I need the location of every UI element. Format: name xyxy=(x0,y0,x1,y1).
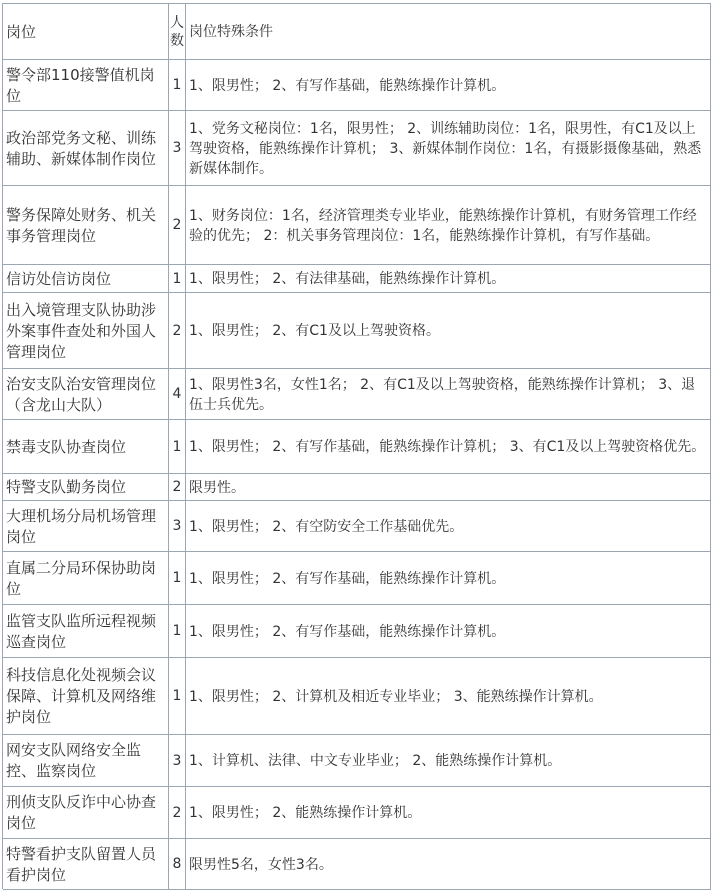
cell-position: 出入境管理支队协助涉外案事件查处和外国人管理岗位 xyxy=(3,293,169,369)
cell-conditions: 1、计算机、法律、中文专业毕业； 2、能熟练操作计算机。 xyxy=(186,735,711,787)
cell-conditions: 限男性5名，女性3名。 xyxy=(186,839,711,890)
cell-position: 刑侦支队反诈中心协查岗位 xyxy=(3,787,169,839)
cell-conditions: 1、限男性； 2、计算机及相近专业毕业； 3、能熟练操作计算机。 xyxy=(186,658,711,735)
cell-count: 1 xyxy=(169,605,186,658)
cell-count: 3 xyxy=(169,501,186,552)
table-row xyxy=(3,420,711,474)
table-row xyxy=(3,735,711,787)
cell-position: 警令部110接警值机岗位 xyxy=(3,60,169,111)
cell-position: 科技信息化处视频会议保障、计算机及网络维护岗位 xyxy=(3,658,169,735)
cell-conditions: 1、限男性； 2、有写作基础，能熟练操作计算机。 xyxy=(186,60,711,111)
cell-position: 大理机场分局机场管理岗位 xyxy=(3,501,169,552)
cell-conditions: 1、限男性； 2、能熟练操作计算机。 xyxy=(186,787,711,839)
cell-position: 监管支队监所远程视频巡查岗位 xyxy=(3,605,169,658)
cell-position: 警务保障处财务、机关事务管理岗位 xyxy=(3,186,169,265)
cell-count: 2 xyxy=(169,474,186,501)
cell-conditions: 1、限男性； 2、有空防安全工作基础优先。 xyxy=(186,501,711,552)
cell-conditions: 1、党务文秘岗位：1名，限男性； 2、训练辅助岗位：1名，限男性，有C1及以上驾驶资格，能熟练操作计算机； 3、新媒体制作岗位：1名，有摄影摄像基础，熟悉新媒体制作。 xyxy=(186,111,711,186)
cell-position: 特警看护支队留置人员看护岗位 xyxy=(3,839,169,890)
positions-table-container xyxy=(2,3,711,889)
cell-count: 1 xyxy=(169,265,186,293)
cell-position: 特警支队勤务岗位 xyxy=(3,474,169,501)
cell-conditions: 1、财务岗位：1名，经济管理类专业毕业，能熟练操作计算机，有财务管理工作经验的优先； 2：机关事务管理岗位：1名，能熟练操作计算机，有写作基础。 xyxy=(186,186,711,265)
cell-conditions: 1、限男性； 2、有写作基础，能熟练操作计算机。 xyxy=(186,552,711,605)
cell-count: 3 xyxy=(169,111,186,186)
cell-count: 2 xyxy=(169,186,186,265)
cell-position: 政治部党务文秘、训练辅助、新媒体制作岗位 xyxy=(3,111,169,186)
table-row xyxy=(3,369,711,420)
positions-table xyxy=(3,4,711,890)
cell-count: 3 xyxy=(169,735,186,787)
cell-position: 网安支队网络安全监控、监察岗位 xyxy=(3,735,169,787)
cell-position: 禁毒支队协查岗位 xyxy=(3,420,169,474)
cell-position: 直属二分局环保协助岗位 xyxy=(3,552,169,605)
table-row xyxy=(3,787,711,839)
table-row xyxy=(3,60,711,111)
table-row xyxy=(3,293,711,369)
cell-conditions: 1、限男性3名，女性1名； 2、有C1及以上驾驶资格，能熟练操作计算机； 3、退伍士兵优先。 xyxy=(186,369,711,420)
cell-conditions: 1、限男性； 2、有法律基础，能熟练操作计算机。 xyxy=(186,265,711,293)
table-row xyxy=(3,839,711,890)
header-conditions: 岗位特殊条件 xyxy=(186,4,711,60)
table-row xyxy=(3,474,711,501)
cell-conditions: 限男性。 xyxy=(186,474,711,501)
table-row xyxy=(3,186,711,265)
cell-count: 1 xyxy=(169,552,186,605)
table-row xyxy=(3,501,711,552)
table-row xyxy=(3,658,711,735)
cell-conditions: 1、限男性； 2、有写作基础，能熟练操作计算机； 3、有C1及以上驾驶资格优先。 xyxy=(186,420,711,474)
cell-conditions: 1、限男性； 2、有写作基础，能熟练操作计算机。 xyxy=(186,605,711,658)
table-header-row xyxy=(3,4,711,60)
cell-count: 2 xyxy=(169,787,186,839)
cell-count: 1 xyxy=(169,420,186,474)
cell-count: 1 xyxy=(169,658,186,735)
cell-count: 4 xyxy=(169,369,186,420)
table-row xyxy=(3,111,711,186)
cell-position: 信访处信访岗位 xyxy=(3,265,169,293)
header-count: 人数 xyxy=(169,4,186,60)
cell-count: 1 xyxy=(169,60,186,111)
table-row xyxy=(3,265,711,293)
cell-conditions: 1、限男性； 2、有C1及以上驾驶资格。 xyxy=(186,293,711,369)
table-row xyxy=(3,605,711,658)
header-position: 岗位 xyxy=(3,4,169,60)
cell-count: 2 xyxy=(169,293,186,369)
table-row xyxy=(3,552,711,605)
cell-position: 治安支队治安管理岗位（含龙山大队） xyxy=(3,369,169,420)
cell-count: 8 xyxy=(169,839,186,890)
